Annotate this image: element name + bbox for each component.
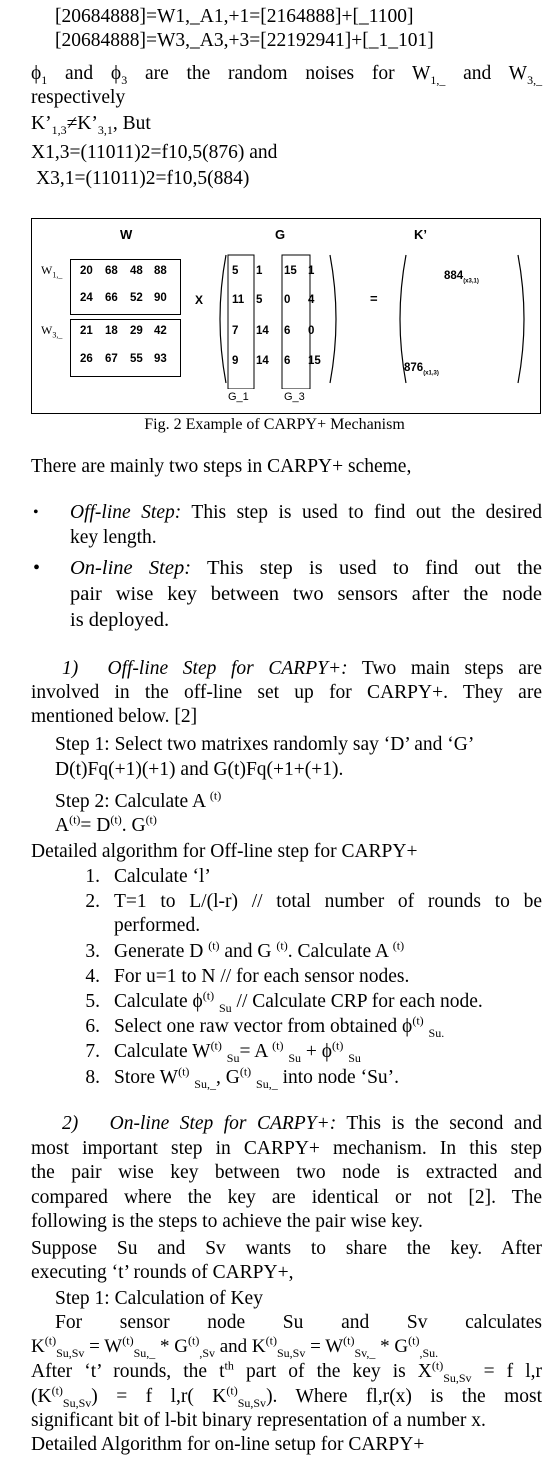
x13-line: X1,3=(11011)2=f10,5(876) and xyxy=(31,142,278,163)
sup: th xyxy=(224,1358,234,1373)
w1-label xyxy=(41,263,62,278)
text: 884 xyxy=(444,270,464,282)
w-cell: 88 xyxy=(154,265,167,277)
sup: (t) xyxy=(209,788,222,803)
sec2-line6: Suppose Su and Sv wants to share the key. After xyxy=(31,1238,542,1259)
algo-step-5 xyxy=(70,988,483,1015)
text: part of the key is X xyxy=(245,1361,432,1382)
text: 876 xyxy=(404,362,424,374)
text: . G xyxy=(121,815,146,836)
sub: 1,_ xyxy=(430,72,446,87)
sec1-line2: involved in the off-line set up for CARPY+. They are xyxy=(31,682,542,703)
g-cell: 1 xyxy=(308,265,315,277)
sub: 3,_ xyxy=(52,330,63,340)
text: * G xyxy=(380,1336,409,1357)
g-header: G xyxy=(275,227,286,242)
sub: Su,_ xyxy=(256,1076,278,1091)
sub: 3,_ xyxy=(527,72,543,87)
sub: Su. xyxy=(428,1025,445,1040)
g-cell: 5 xyxy=(256,294,263,306)
text: For xyxy=(55,1312,83,1333)
sub: Su xyxy=(218,1000,232,1015)
w-header: W xyxy=(120,227,133,242)
sub: 1 xyxy=(41,72,48,87)
w-cell: 18 xyxy=(105,325,118,337)
sec2-line4: compared where the key are identical or not [2]. The xyxy=(31,1187,542,1208)
step-number: 2. xyxy=(85,891,100,912)
equation-2: [20684888]=W3,_A3,+3=[22192941]+[_1_101] xyxy=(55,30,434,51)
bullet-2-line1 xyxy=(70,557,542,579)
text: and xyxy=(341,1312,370,1333)
g-cell: 4 xyxy=(308,294,315,306)
sec2-line3: the pair wise key between two node is extracted and xyxy=(31,1162,542,1183)
g-cell: 0 xyxy=(308,325,315,337)
algo-step-2-cont: performed. xyxy=(114,915,201,936)
sec1-line3: mentioned below. [2] xyxy=(31,706,198,727)
sub: (x1,3) xyxy=(423,370,439,377)
text: This step is used to find out the desired xyxy=(191,502,542,523)
g-cell: 5 xyxy=(232,265,239,277)
text: W xyxy=(41,323,53,337)
sub: Su,Sv xyxy=(62,1395,92,1410)
g-cell: 6 xyxy=(284,325,291,337)
text: Sv xyxy=(406,1312,428,1333)
w-cell: 42 xyxy=(154,325,167,337)
w-cell: 68 xyxy=(105,265,118,277)
k-inequality-line xyxy=(31,113,151,135)
text: // Calculate CRP for each node. xyxy=(231,991,483,1012)
w-cell: 90 xyxy=(154,292,167,304)
step-number: 4. xyxy=(85,966,100,987)
text: into node ‘Su’. xyxy=(282,1067,400,1088)
text: A xyxy=(55,815,70,836)
text: sensor xyxy=(119,1312,170,1333)
multiply-operator: X xyxy=(195,293,204,307)
w-cell: 66 xyxy=(105,292,118,304)
g-cell: 15 xyxy=(308,355,321,367)
sub: (x3,1) xyxy=(463,278,479,285)
text: ). Where fl,r(x) is the most xyxy=(266,1386,542,1407)
step2-line xyxy=(55,788,222,813)
text: K xyxy=(31,1336,45,1357)
text: node xyxy=(207,1312,246,1333)
sec1-line1 xyxy=(62,658,542,680)
step-number: 8. xyxy=(85,1067,100,1088)
g-cell: 1 xyxy=(256,265,263,277)
sup: (t) xyxy=(69,812,81,827)
sub: Su,Sv xyxy=(237,1395,267,1410)
w-cell: 93 xyxy=(154,353,167,365)
text: Step 2: Calculate A xyxy=(55,791,206,812)
g-cell: 9 xyxy=(232,355,239,367)
text: This step is used to find out the xyxy=(206,557,542,579)
step1-line: Step 1: Select two matrixes randomly say ‘D’ and ‘G’ xyxy=(55,734,475,755)
w-cell: 21 xyxy=(80,325,93,337)
g1-label: G_1 xyxy=(228,391,249,403)
sup: (t) xyxy=(178,1064,190,1079)
g-cell: 0 xyxy=(284,294,291,306)
sup: (t) xyxy=(265,1333,277,1348)
text: , G xyxy=(215,1067,240,1088)
sub: Su xyxy=(348,1050,361,1065)
w-cell: 55 xyxy=(130,353,143,365)
sup: (t) xyxy=(187,1333,200,1348)
algo-step-7 xyxy=(70,1038,361,1065)
sup: (t) xyxy=(110,812,122,827)
algo-title: Detailed algorithm for Off-line step for CARPY+ xyxy=(31,841,418,862)
text: ) = f l,r( K xyxy=(91,1386,227,1407)
sub: Su,Sv xyxy=(443,1370,472,1385)
sup: (t) xyxy=(122,1333,134,1348)
noise-line xyxy=(31,63,542,85)
after-line xyxy=(31,1358,542,1385)
key-calc-line xyxy=(31,1333,439,1360)
text: = W xyxy=(89,1336,123,1357)
text: are the random noises for W xyxy=(144,63,431,84)
sub: 1,_ xyxy=(52,270,63,280)
text: Two main steps are xyxy=(361,658,542,679)
sup: (t) xyxy=(145,812,157,827)
text: and W xyxy=(463,63,528,84)
text: = f l,r xyxy=(483,1361,542,1382)
step-number: 3. xyxy=(85,941,100,962)
algo-step-4 xyxy=(70,966,409,988)
step2-formula xyxy=(55,812,157,837)
text: Generate D xyxy=(114,941,204,962)
sup: (t) xyxy=(226,1383,238,1398)
after-line-3: significant bit of l-bit binary representation of a number x. xyxy=(31,1410,486,1431)
sub: 1,3 xyxy=(51,122,67,137)
g-cell: 14 xyxy=(256,355,269,367)
text: and xyxy=(65,63,94,84)
sup: (t) xyxy=(272,1038,284,1053)
text: After ‘t’ rounds, the t xyxy=(31,1361,225,1382)
figure-caption: Fig. 2 Example of CARPY+ Mechanism xyxy=(144,416,405,433)
g-cell: 11 xyxy=(232,294,245,306)
text: T=1 to L/(l-r) // total number of rounds to be xyxy=(114,891,542,912)
section-number: 2) xyxy=(62,1113,79,1134)
sub: Su xyxy=(288,1050,302,1065)
sec2-line7: executing ‘t’ rounds of CARPY+, xyxy=(31,1262,294,1283)
bullet-2-line2: pair wise key between two sensors after the node xyxy=(70,583,542,605)
intro-line: There are mainly two steps in CARPY+ scheme, xyxy=(31,456,412,477)
sec2-line5: following is the steps to achieve the pair wise key. xyxy=(31,1211,423,1232)
w-cell: 24 xyxy=(80,292,93,304)
w-cell: 52 xyxy=(130,292,143,304)
text: Calculate ‘l’ xyxy=(114,866,211,887)
sup: (t) xyxy=(332,1038,344,1053)
step-number: 7. xyxy=(85,1041,100,1062)
equals-operator: = xyxy=(370,291,378,306)
section-number: 1) xyxy=(62,658,79,679)
step-number: 1. xyxy=(85,866,100,887)
sup: (t) xyxy=(239,1064,252,1079)
text: = W xyxy=(310,1336,344,1357)
bullet-1-line2: key length. xyxy=(70,527,157,548)
step1-matrices: D(t)Fq(+1)(+1) and G(t)Fq(+1+(+1). xyxy=(55,759,344,780)
algo-step-3 xyxy=(70,938,405,963)
g-cell: 6 xyxy=(284,355,291,367)
sub: Su,_ xyxy=(194,1076,216,1091)
text: ≠K’ xyxy=(66,113,98,134)
text: = D xyxy=(80,815,111,836)
algo-step-1 xyxy=(70,866,211,888)
text: and G xyxy=(219,941,272,962)
phi-symbol: ϕ xyxy=(31,63,42,84)
equation-1: [20684888]=W1,_A1,+1=[2164888]+[_1100] xyxy=(55,6,414,27)
step-number: 6. xyxy=(85,1016,100,1037)
algo-step-2 xyxy=(70,891,542,913)
sub: Sv,_ xyxy=(354,1345,376,1360)
respectively-line: respectively xyxy=(31,87,126,108)
w-cell: 29 xyxy=(130,325,143,337)
section-title: Off-line Step for CARPY+: xyxy=(107,658,348,679)
carpy-figure xyxy=(31,218,541,414)
sup: (t) xyxy=(210,1038,222,1053)
text: Calculate W xyxy=(114,1041,211,1062)
text: Store W xyxy=(114,1067,179,1088)
text: Su xyxy=(282,1312,304,1333)
sub: Su,_ xyxy=(133,1345,156,1360)
bullet-dot-2: • xyxy=(33,557,41,579)
text: W xyxy=(41,263,53,277)
text: + ϕ xyxy=(305,1041,333,1062)
text: , But xyxy=(112,113,151,134)
sup: (t) xyxy=(392,938,405,953)
bullet-dot-1: • xyxy=(33,504,39,521)
g-cell: 14 xyxy=(256,325,269,337)
bullet-1-line1 xyxy=(70,502,542,524)
text: This is the second and xyxy=(346,1113,542,1134)
sub: ,Sv xyxy=(199,1345,215,1360)
g-cell: 15 xyxy=(284,265,297,277)
section-title: On-line Step for CARPY+: xyxy=(109,1113,337,1134)
sub: ,Su. xyxy=(419,1345,439,1360)
after-line-2 xyxy=(31,1383,542,1410)
algo-step-6 xyxy=(70,1013,445,1040)
step-number: 5. xyxy=(85,991,100,1012)
sup: (t) xyxy=(343,1333,355,1348)
text: * G xyxy=(160,1336,188,1357)
sub: Su,Sv xyxy=(276,1345,306,1360)
sup: (t) xyxy=(431,1358,444,1373)
bullet-title: On-line Step: xyxy=(70,557,192,579)
online-step1: Step 1: Calculation of Key xyxy=(55,1288,263,1309)
g-cell: 7 xyxy=(232,325,239,337)
algo-step-8 xyxy=(70,1064,400,1091)
w-cell: 67 xyxy=(105,353,118,365)
sup: (t) xyxy=(208,938,220,953)
w3-label xyxy=(41,323,62,338)
k-header: K’ xyxy=(414,227,427,242)
bullet-2-line3: is deployed. xyxy=(70,609,170,631)
w-cell: 48 xyxy=(130,265,143,277)
x31-line: X3,1=(11011)2=f10,5(884) xyxy=(36,168,250,189)
sub: 3 xyxy=(121,72,128,87)
sup: (t) xyxy=(202,988,215,1003)
w-cell: 26 xyxy=(80,353,93,365)
for-line xyxy=(55,1312,542,1334)
g3-label: G_3 xyxy=(284,391,305,403)
phi-symbol: ϕ xyxy=(110,63,122,84)
sub: Su xyxy=(226,1050,240,1065)
text: Select one raw vector from obtained ϕ xyxy=(114,1016,413,1037)
final-line: Detailed Algorithm for on-line setup for CARPY+ xyxy=(31,1434,425,1455)
sec2-line1 xyxy=(62,1113,542,1135)
text: (K xyxy=(31,1386,52,1407)
text: Calculate ϕ xyxy=(114,991,203,1012)
text: = A xyxy=(239,1041,268,1062)
text: K’ xyxy=(31,113,52,134)
sub: 3,1 xyxy=(97,122,113,137)
sub: Su,Sv xyxy=(56,1345,85,1360)
text: and K xyxy=(219,1336,266,1357)
sup: (t) xyxy=(51,1383,63,1398)
k-bottom-value xyxy=(404,362,439,377)
w-cell: 20 xyxy=(80,265,93,277)
text: For u=1 to N // for each sensor nodes. xyxy=(114,966,410,987)
sup: (t) xyxy=(44,1333,57,1348)
text: calculates xyxy=(465,1312,543,1333)
k-top-value xyxy=(444,270,479,285)
sec2-line2: most important step in CARPY+ mechanism. In this step xyxy=(31,1138,542,1159)
sup: (t) xyxy=(276,938,288,953)
bullet-title: Off-line Step: xyxy=(70,502,182,523)
sup: (t) xyxy=(408,1333,420,1348)
sup: (t) xyxy=(412,1013,424,1028)
text: . Calculate A xyxy=(287,941,388,962)
